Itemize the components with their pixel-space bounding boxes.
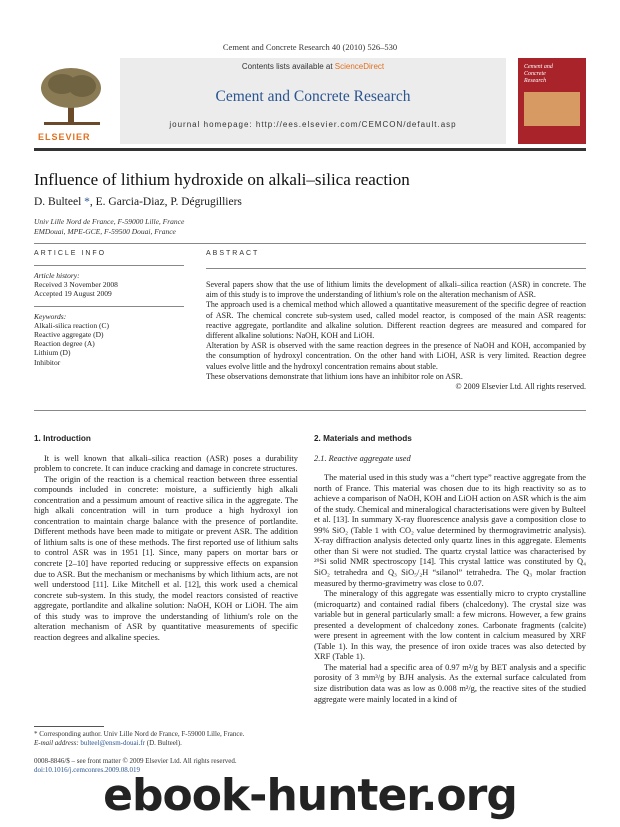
section-heading-materials: 2. Materials and methods <box>314 434 412 443</box>
paragraph: The material had a specific area of 0.97 m²/g by BET analysis and a specific porosity of 3 mm³/g by BJH analysis. As the external surface calculated from size distribution data was as low as 0.008 m²/g, the reactive sites of the studied aggregate were mainly located in a kind of <box>314 662 586 704</box>
left-column <box>34 434 298 643</box>
right-column <box>314 434 586 705</box>
copyright: © 2009 Elsevier Ltd. All rights reserved. <box>455 382 586 392</box>
author-1: D. Bulteel <box>34 196 82 208</box>
contents-prefix: Contents lists available at <box>241 62 335 71</box>
section-heading-introduction: 1. Introduction <box>34 434 91 443</box>
sciencedirect-link[interactable]: ScienceDirect <box>334 62 385 71</box>
authors-rest: , E. Garcia-Diaz, P. Dégrugilliers <box>89 196 242 208</box>
corresponding-author-link[interactable]: * <box>81 196 90 208</box>
publisher-logo-text: ELSEVIER <box>38 132 91 142</box>
doi-link[interactable]: doi:10.1016/j.cemconres.2009.08.019 <box>34 765 140 774</box>
keyword: Alkali-silica reaction (C) <box>34 320 109 330</box>
affiliation-2: EMDouai, MPE-GCE, F-59500 Douai, France <box>34 227 176 236</box>
front-matter: 0008-8846/$ – see front matter © 2009 Elsevier Ltd. All rights reserved. doi:10.1016/j.cemconres.2009.08.019 <box>34 757 334 775</box>
abstract-rule <box>206 268 586 269</box>
cover-title: Cement and Concrete Research <box>524 64 553 84</box>
author-list <box>34 196 242 208</box>
paragraph: The material used in this study was a “chert type” reactive aggregate from the north of France. This material was chosen due to its high reactivity so as to achieve a comparison of NaOH, KOH and LiOH action on ASR which is the aim of the study. Chemical and mineralogical characterisations were given by Bulteel et al. [13]. In summary X-ray fluorescence analysis gave a composition close to 99% SiO₂ (Table 1 with CO₂ value determined by thermogravimetric analysis). X-ray diffraction analysis detected only quartz lines in this aggregate. Elements other than Si were not studied. The quartz crystal lattice was characterised by ²⁹Si solid NMR spectroscopy [14]. This crystal lattice was constituted by Q₄ SiO₂ tetrahedra and Q₃ SiO₅/₂H “silanol” tetrahedra. The Q₃ molar fraction measured by thermo-gravimetry was close to 0.07. <box>314 473 586 588</box>
keyword: Inhibitor <box>34 357 61 367</box>
watermark: ebook-hunter.org <box>103 770 517 821</box>
journal-banner <box>120 58 506 144</box>
paragraph: The mineralogy of this aggregate was essentially micro to crypto crystalline (microquartz) and contained radial fibers (chalcedony). The crystal size was variable but in general particularly small: a few microns. However, a few grains presented a development of chalcedony zones. Carbonate fragments (calcite) were present in agreement with the low content in calcium measured by XRF (Table 1). In this way, the presence of iron oxide traces was also detected by XRF (Table 1). <box>314 589 586 662</box>
keywords: Keywords: Alkali-silica reaction (C) Reactive aggregate (D) Reaction degree (A) Lithium (D) Inhibitor <box>34 306 184 367</box>
paragraph: The origin of the reaction is a chemical reaction between three essential compounds included in concrete: moisture, a sufficiently high alkali concentration and a pessimum amount of reactive silica in the aggregate. The high alkali concentration will in turn produce a high hydroxyl ion concentration to maintain charge balance with the presence of portlandite. Different methods have been made to mitigate or prevent ASR. The addition of lithium salts is one of these methods. The first reported use of lithium salts to control ASR was in 1951 [1]. Since, many papers on mortar bars or concrete [2–10] have reported reducing or suppressive effects on expansion due to ASR. But the mechanism or mechanisms by which lithium acts, are not well understood [11]. Like Mitchell et al. [12], this work used a chemical concrete sub-system. In this study, the model reactors consisted of reactive aggregate, portlandite and alkaline solution: NaOH, KOH or LiOH. The aim of this study was to improve the understanding of lithium's role on the alteration mechanism of ASR by quantitative measurements of specific reaction degrees and alkaline species. <box>34 474 298 642</box>
email-link[interactable]: bulteel@ensm-douai.fr <box>80 738 145 747</box>
section-rule <box>34 243 586 244</box>
journal-homepage[interactable]: journal homepage: http://ees.elsevier.com/CEMCON/default.asp <box>169 120 457 129</box>
article-history: Article history: Received 3 November 2008 Accepted 19 August 2009 <box>34 265 184 299</box>
journal-citation: Cement and Concrete Research 40 (2010) 526–530 <box>222 42 398 52</box>
footnote-rule <box>34 726 104 727</box>
journal-cover-thumbnail <box>518 58 586 144</box>
article-title: Influence of lithium hydroxide on alkali–silica reaction <box>34 170 410 189</box>
journal-header <box>34 58 586 144</box>
journal-title: Cement and Concrete Research <box>215 88 411 105</box>
keyword: Reaction degree (A) <box>34 339 95 349</box>
contents-line <box>120 62 506 71</box>
keyword: Reactive aggregate (D) <box>34 330 104 340</box>
subsection-heading: 2.1. Reactive aggregate used <box>314 453 411 463</box>
paragraph: It is well known that alkali–silica reaction (ASR) poses a durability problem to concrete. It can induce cracking and damage in concrete structures. <box>34 453 298 474</box>
elsevier-logo <box>34 66 110 142</box>
header-rule <box>34 148 586 151</box>
article-info <box>34 250 184 367</box>
footnote: * Corresponding author. Univ Lille Nord de France, F-59000 Lille, France. E-mail address: bulteel@ensm-douai.fr (D. Bulteel). <box>34 730 245 747</box>
keyword: Lithium (D) <box>34 348 71 358</box>
article-info-header: ARTICLE INFO <box>34 250 107 257</box>
affiliation-1: Univ Lille Nord de France, F-59000 Lille, France <box>34 217 185 226</box>
abstract-body: Several papers show that the use of lithium limits the development of alkali–silica reaction (ASR) in concrete. The aim of this study is to improve the understanding of lithium's role on the alteration mechanism of ASR. The approach used is a chemical method which allowed a quantitative measurement of the specific degree of reaction of ASR. The chemical concrete sub-system used, called model reactor, is composed of the main ASR reagents: reactive aggregate, portlandite and alkaline solution. Different reaction degrees are measured and compared for different alkaline solutions: NaOH, KOH and LiOH. Alteration by ASR is observed with the same reaction degrees in the presence of NaOH and KOH, accompanied by the consumption of hydroxyl concentration. On the other hand with LiOH, ASR is very limited. Reaction degree values evolve little and the hydroxyl concentration remains about stable. These observations demonstrate that lithium ions have an inhibitor role on ASR. © 2009 Elsevier Ltd. All rights reserved. <box>206 280 586 392</box>
tree-icon <box>34 66 110 128</box>
cover-image <box>524 92 580 126</box>
body-rule <box>34 410 586 411</box>
abstract-header: ABSTRACT <box>206 250 260 257</box>
